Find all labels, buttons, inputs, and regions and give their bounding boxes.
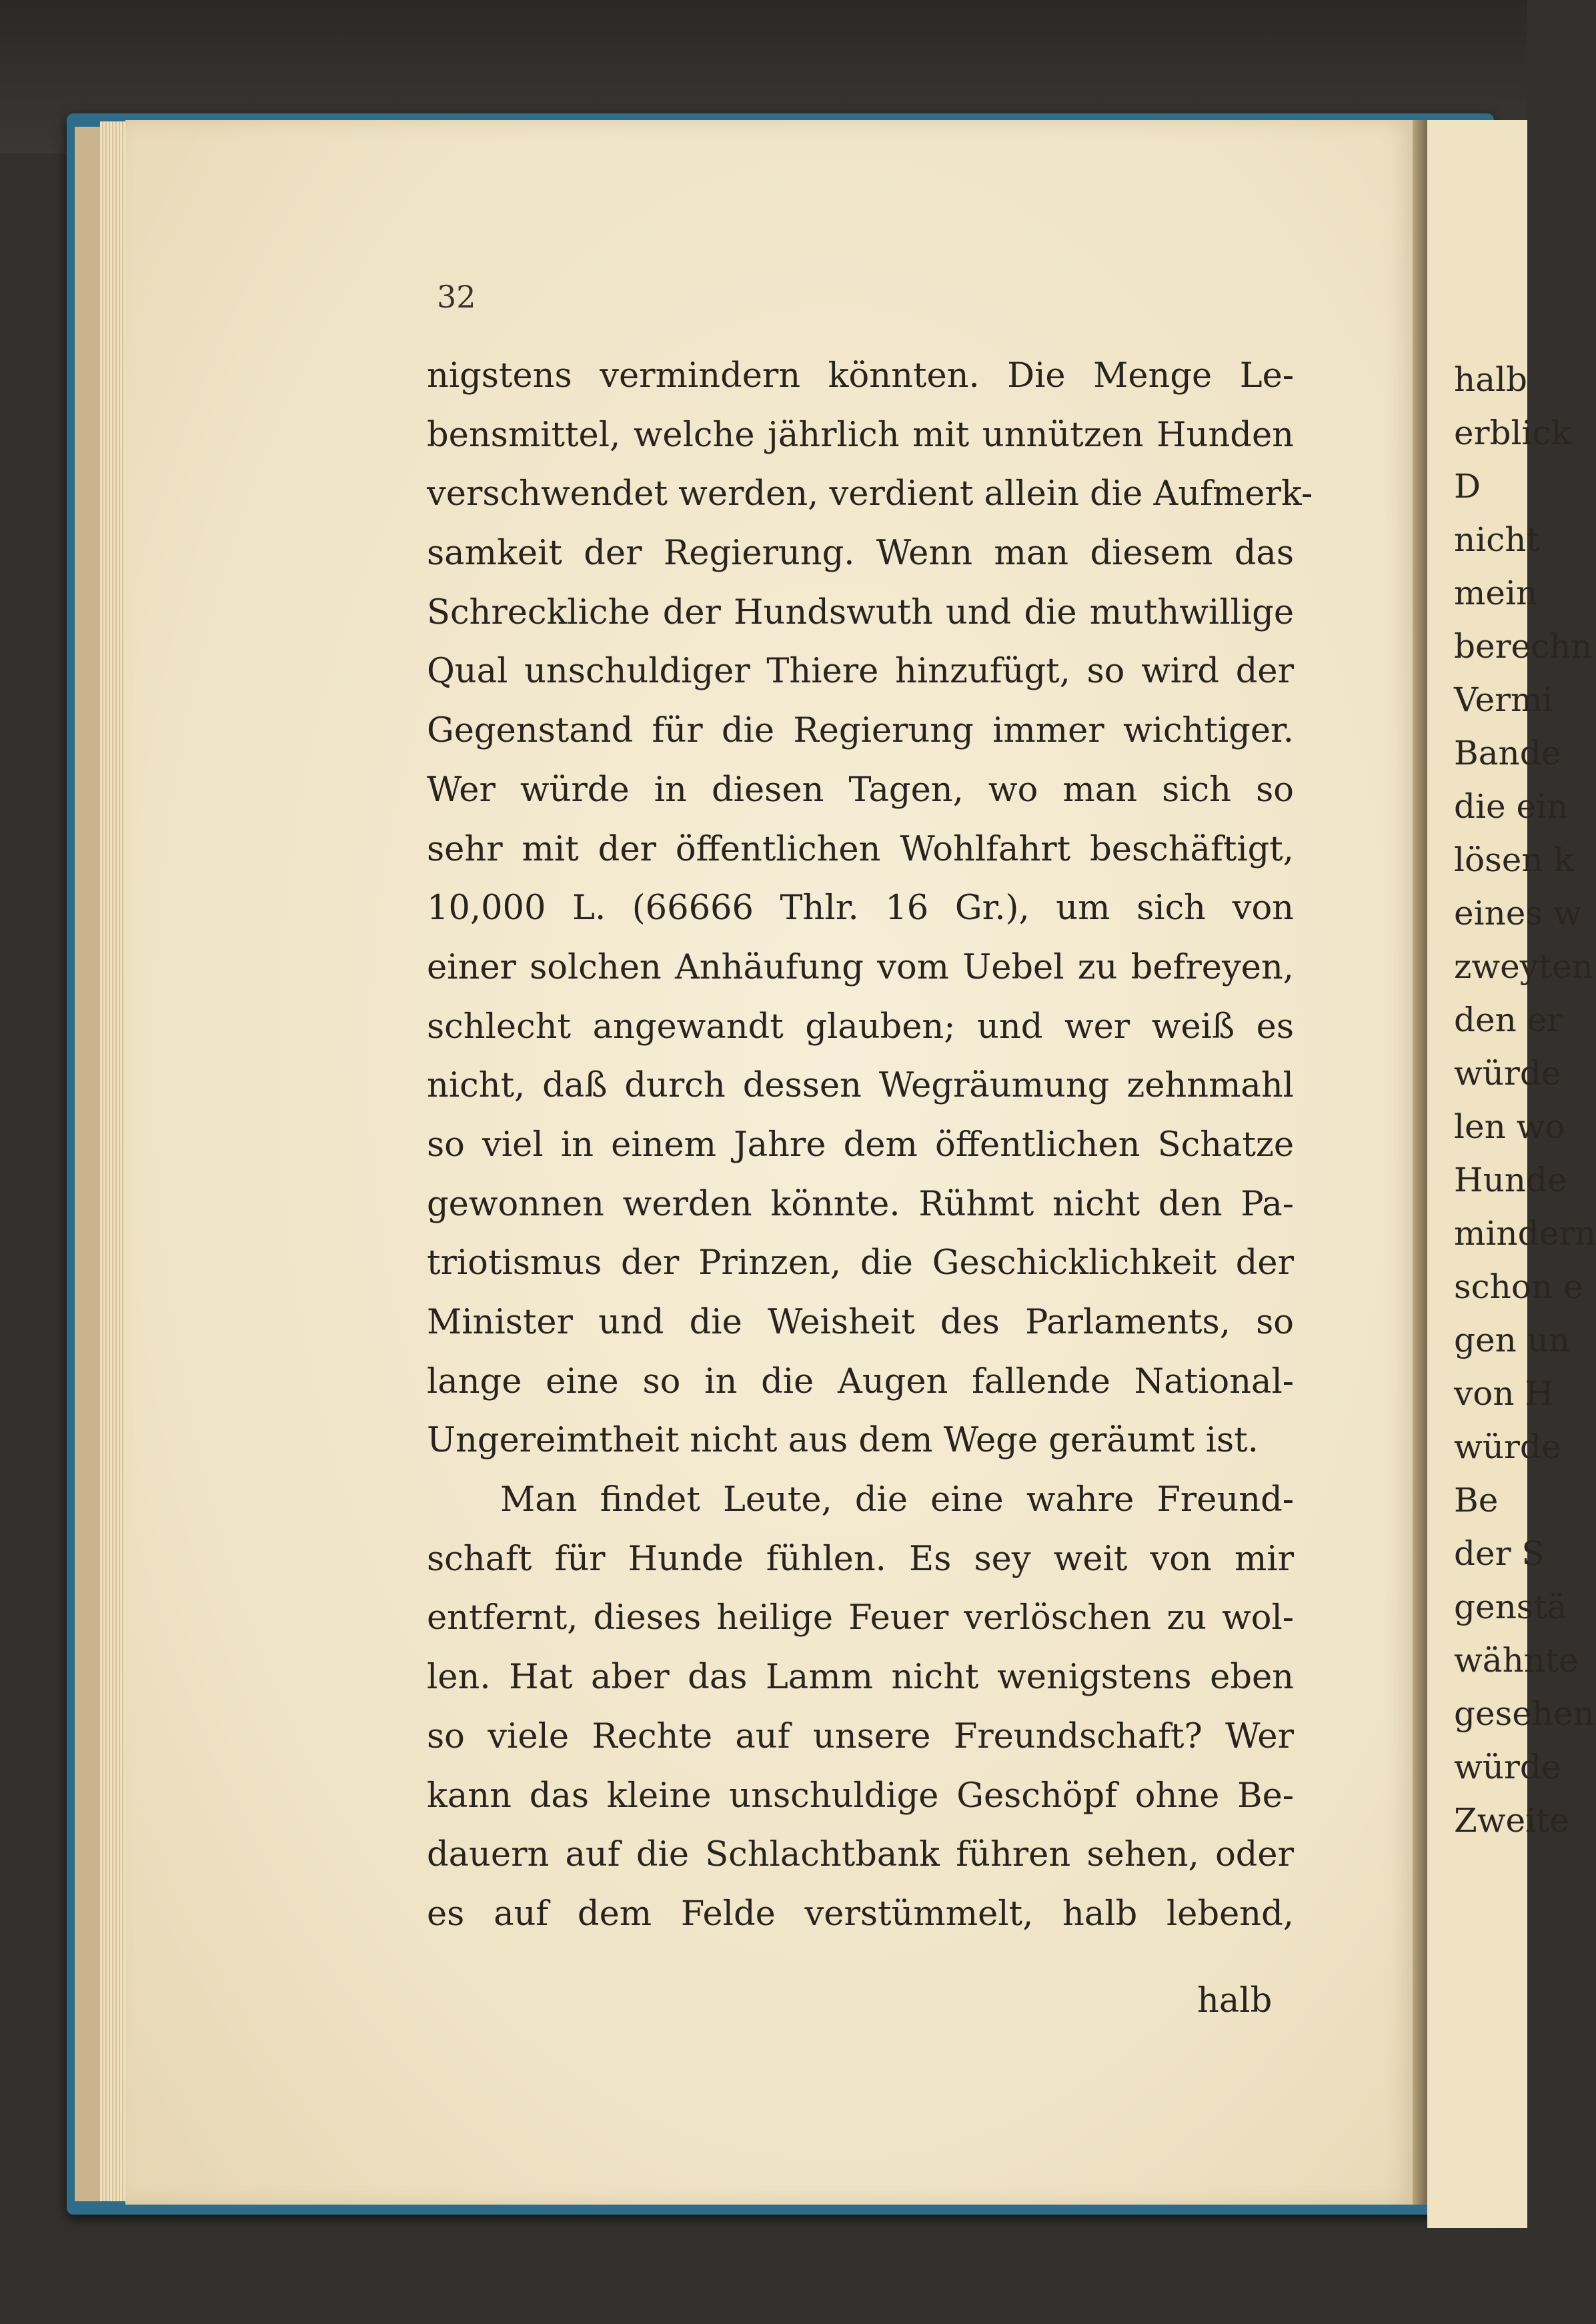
next-page-line: lösen k <box>1454 840 1574 879</box>
text-line: Wer würde in diesen Tagen, wo man sich so <box>427 770 1294 810</box>
next-page-line: eines w <box>1454 894 1582 933</box>
next-page-line: Bande <box>1454 734 1561 772</box>
text-line: schlecht angewandt glauben; und wer weiß es <box>427 1007 1294 1047</box>
page-number: 32 <box>437 279 476 315</box>
cover-edge <box>75 127 101 2201</box>
text-line: Schreckliche der Hundswuth und die muthwillige <box>427 592 1294 632</box>
next-page-line: genstä <box>1454 1588 1567 1626</box>
text-line: kann das kleine unschuldige Geschöpf ohne Be- <box>427 1776 1294 1816</box>
text-line: 10,000 L. (66666 Thlr. 16 Gr.), um sich von <box>427 889 1294 929</box>
next-page-line: zweyten <box>1454 947 1593 986</box>
text-line: Gegenstand für die Regierung immer wichtiger. <box>427 711 1294 751</box>
next-page-line: Hunde <box>1454 1161 1567 1199</box>
next-page-line: den er <box>1454 1001 1563 1039</box>
text-line: entfernt, dieses heilige Feuer verlöschen zu wol- <box>427 1598 1294 1638</box>
next-page-line: schon e <box>1454 1267 1583 1306</box>
page-edges <box>100 121 127 2201</box>
text-line: Qual unschuldiger Thiere hinzufügt, so wird der <box>427 652 1294 692</box>
next-page-line: nicht <box>1454 520 1540 559</box>
catchword: halb <box>1197 1981 1273 2020</box>
next-page-line: Vermi <box>1454 680 1553 719</box>
next-page-line: berechn <box>1454 627 1593 666</box>
text-line: nicht, daß durch dessen Wegräumung zehnmahl <box>427 1066 1294 1106</box>
next-page-line: halb <box>1454 360 1528 399</box>
next-page-line: würde <box>1454 1054 1561 1093</box>
text-line-indented: Man findet Leute, die eine wahre Freund- <box>500 1480 1294 1520</box>
text-line: dauern auf die Schlachtbank führen sehen, oder <box>427 1835 1294 1875</box>
text-line: einer solchen Anhäufung vom Uebel zu befreyen, <box>427 947 1294 987</box>
next-page-line: von H <box>1454 1374 1555 1413</box>
text-line: so viel in einem Jahre dem öffentlichen Schatze <box>427 1125 1294 1165</box>
text-line: es auf dem Felde verstümmelt, halb lebend, <box>427 1894 1294 1934</box>
next-page-line: die ein <box>1454 787 1569 826</box>
next-page-line: mindern <box>1454 1214 1596 1253</box>
next-page-line: der S <box>1454 1534 1545 1573</box>
next-page-line: D <box>1454 467 1481 506</box>
next-page-line: erblick <box>1454 414 1571 452</box>
body-text <box>427 347 1313 1944</box>
next-page-line: mein <box>1454 574 1538 612</box>
text-line: lange eine so in die Augen fallende National- <box>427 1361 1294 1401</box>
next-page-line: würde <box>1454 1748 1561 1786</box>
text-line: triotismus der Prinzen, die Geschicklichkeit der <box>427 1243 1294 1283</box>
right-page-fragment <box>1427 120 1596 2228</box>
next-page-line: Be <box>1454 1481 1499 1520</box>
text-line: nigstens vermindern könnten. Die Menge Le- <box>427 356 1294 396</box>
next-page-line: würde <box>1454 1427 1561 1466</box>
text-line: bensmittel, welche jährlich mit unnützen Hunden <box>427 415 1294 455</box>
text-line: schaft für Hunde fühlen. Es sey weit von mir <box>427 1539 1294 1579</box>
next-page-line: gesehen <box>1454 1694 1595 1733</box>
next-page-line: wähnte <box>1454 1641 1579 1680</box>
next-page-line: len wo <box>1454 1107 1565 1146</box>
text-line: Ungereimtheit nicht aus dem Wege geräumt ist. <box>427 1421 1259 1461</box>
text-line: len. Hat aber das Lamm nicht wenigstens eben <box>427 1658 1294 1698</box>
text-line: samkeit der Regierung. Wenn man diesem das <box>427 534 1294 574</box>
text-line: sehr mit der öffentlichen Wohlfahrt beschäftigt, <box>427 829 1294 869</box>
text-line: verschwendet werden, verdient allein die Aufmerk- <box>427 474 1313 514</box>
next-page-line: Zweite <box>1454 1801 1569 1840</box>
next-page-line: gen un <box>1454 1321 1571 1359</box>
text-line: gewonnen werden könnte. Rühmt nicht den Pa- <box>427 1184 1294 1224</box>
text-line: Minister und die Weisheit des Parlaments, so <box>427 1303 1294 1342</box>
text-line: so viele Rechte auf unsere Freundschaft? Wer <box>427 1716 1294 1756</box>
